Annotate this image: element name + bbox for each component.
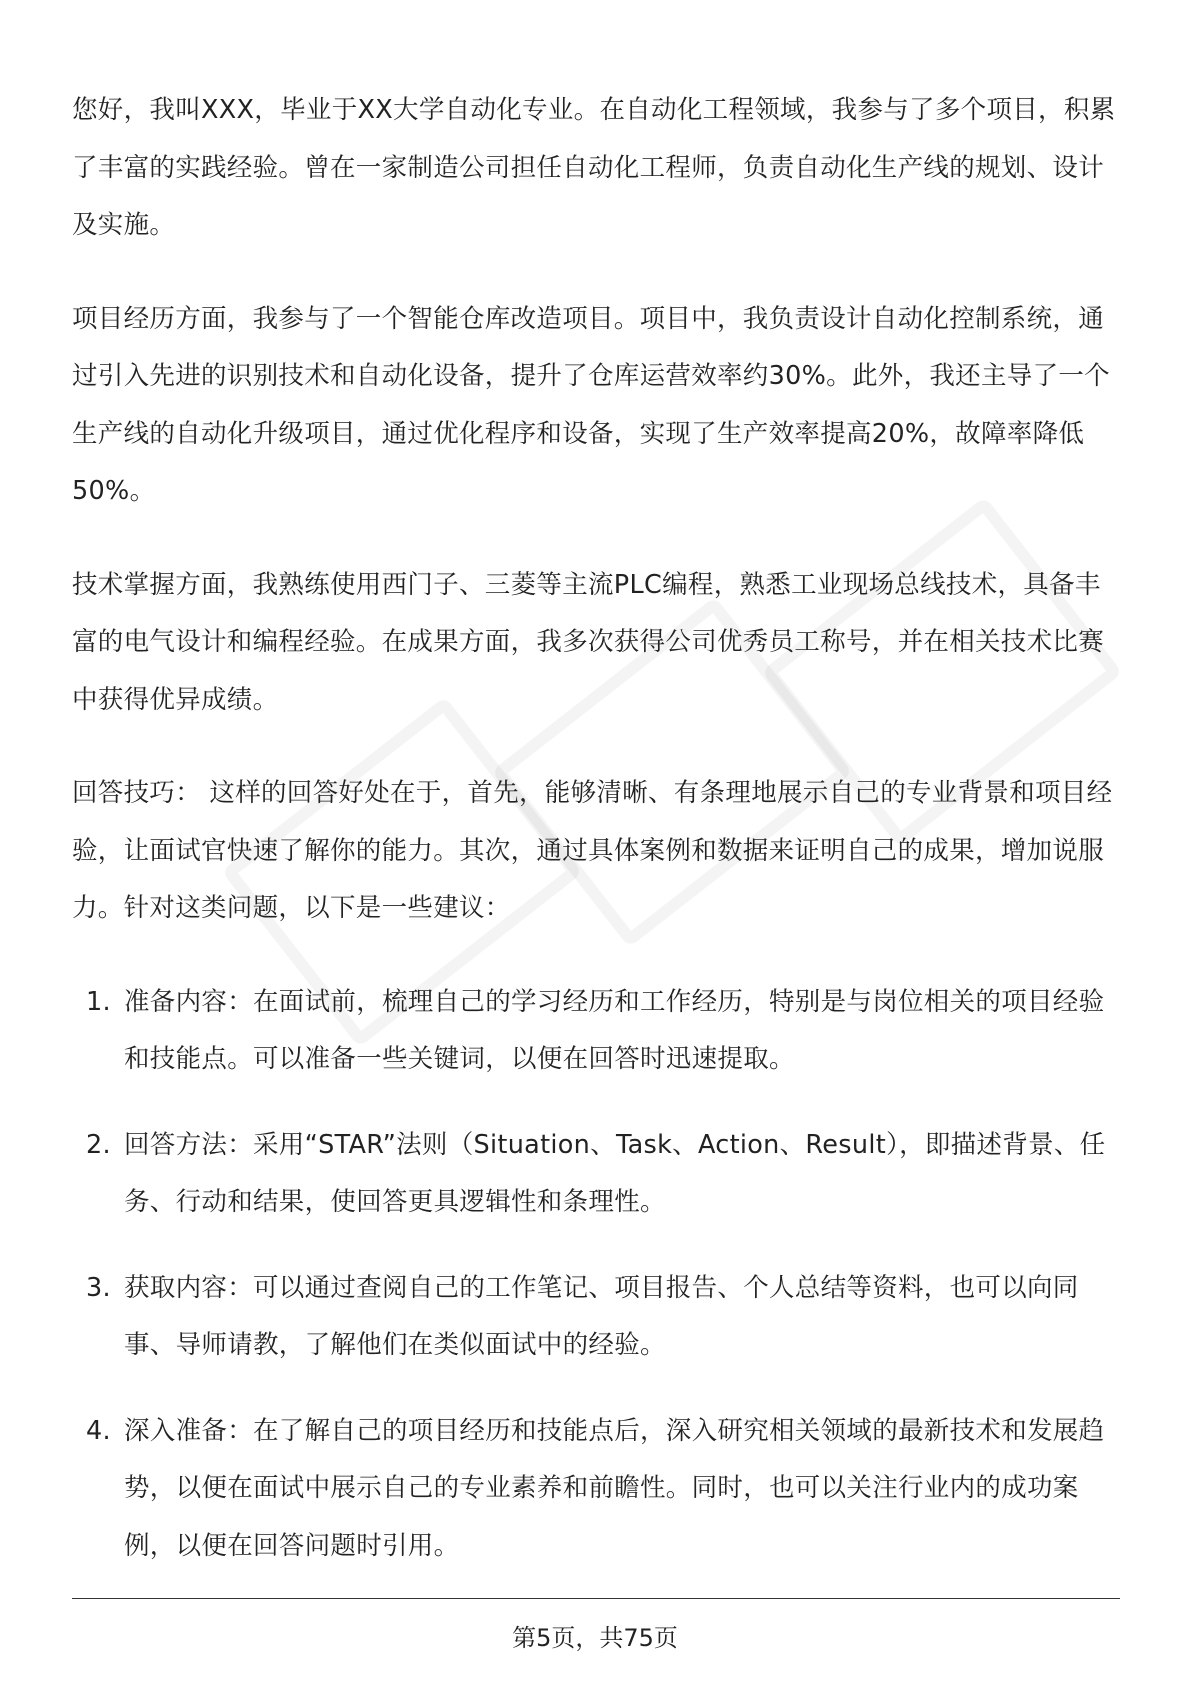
list-number: 2. [86,1129,111,1160]
list-number: 3. [86,1272,111,1303]
list-text: 深入准备：在了解自己的项目经历和技能点后，深入研究相关领域的最新技术和发展趋势，以便在面试中展示自己的专业素养和前瞻性。同时，也可以关注行业内的成功案例，以便在回答问题时引用。 [124,1415,1105,1561]
project-experience-paragraph: 项目经历方面，我参与了一个智能仓库改造项目。项目中，我负责设计自动化控制系统，通过引入先进的识别技术和自动化设备，提升了仓库运营效率约30%。此外，我还主导了一个生产线的自动化升级项目，通过优化程序和设备，实现了生产效率提高20%，故障率降低50%。 [72,303,1110,506]
answer-tips-paragraph: 回答技巧： 这样的回答好处在于，首先，能够清晰、有条理地展示自己的专业背景和项目经验，让面试官快速了解你的能力。其次，通过具体案例和数据来证明自己的成果，增加说服力。针对这类问题，以下是一些建议： [72,778,1113,923]
page-number: 第5页，共75页 [512,1624,678,1652]
list-text: 回答方法：采用“STAR”法则（Situation、Task、Action、Result），即描述背景、任务、行动和结果，使回答更具逻辑性和条理性。 [124,1129,1106,1217]
list-item [72,1403,1122,1576]
list-item [72,1117,1122,1232]
list-item [72,974,1122,1089]
list-text: 获取内容：可以通过查阅自己的工作笔记、项目报告、个人总结等资料，也可以向同事、导师请教，了解他们在类似面试中的经验。 [124,1272,1079,1360]
intro-paragraph: 您好，我叫XXX，毕业于XX大学自动化专业。在自动化工程领域，我参与了多个项目，积累了丰富的实践经验。曾在一家制造公司担任自动化工程师，负责自动化生产线的规划、设计及实施。 [72,95,1116,240]
list-number: 1. [86,986,111,1017]
technical-skills-paragraph: 技术掌握方面，我熟练使用西门子、三菱等主流PLC编程，熟悉工业现场总线技术，具备丰富的电气设计和编程经验。在成果方面，我多次获得公司优秀员工称号，并在相关技术比赛中获得优异成绩。 [72,569,1105,715]
document-body [72,82,1122,1603]
list-text: 准备内容：在面试前，梳理自己的学习经历和工作经历，特别是与岗位相关的项目经验和技能点。可以准备一些关键词，以便在回答时迅速提取。 [124,986,1105,1074]
list-number: 4. [86,1415,111,1446]
footer-divider [72,1598,1120,1599]
list-item [72,1260,1122,1375]
suggestion-list [72,974,1122,1576]
